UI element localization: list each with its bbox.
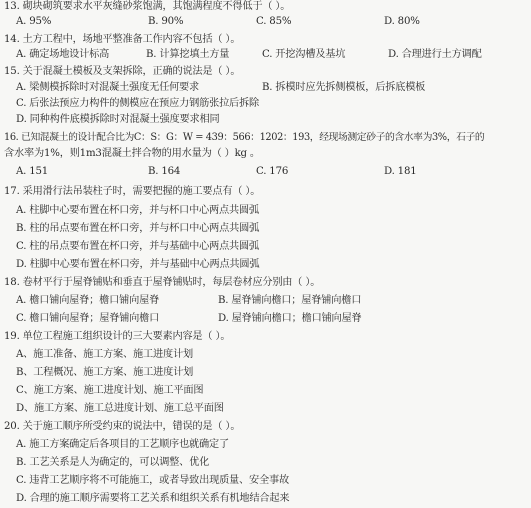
option-d: D. 同种构件底模拆除时对混凝土强度要求相同 bbox=[16, 114, 220, 125]
option-b: B、工程概况、施工方案、施工进度计划 bbox=[16, 367, 194, 378]
option-d: D. 柱脚中心要布置在杯口旁，并与基础中心两点共圆弧 bbox=[16, 259, 260, 270]
option-a: A. 梁侧模拆除时对混凝土强度无任何要求 bbox=[16, 82, 200, 93]
option-a: A. 151 bbox=[16, 166, 49, 177]
question-stem: 19. 单位工程施工组织设计的三大要素内容是（ ）。 bbox=[4, 331, 231, 342]
question-stem: 18. 卷材平行于屋脊铺贴和垂直于屋脊铺贴时，每层卷材应分别由（ ）。 bbox=[4, 277, 321, 288]
option-d: D. 80% bbox=[384, 16, 420, 27]
option-c: C、施工方案、施工进度计划、施工平面图 bbox=[16, 385, 204, 396]
option-d: D、施工方案、施工总进度计划、施工总平面图 bbox=[16, 403, 224, 414]
question-stem: 14. 土方工程中，场地平整准备工作内容不包括（ ）。 bbox=[4, 34, 241, 45]
options-row bbox=[0, 165, 531, 179]
option-c: C. 檐口铺向屋脊；屋脊铺向檐口 bbox=[16, 313, 160, 324]
option-d: D. 合理的施工顺序需要将工艺关系和组织关系有机地结合起来 bbox=[16, 493, 290, 504]
option-b: B. 164 bbox=[148, 166, 181, 177]
question-stem-line-1: 16. 已知混凝土的设计配合比为C：S：G：W = 439：566：1202：193，经现场测定砂子的含水率为3%，石子的 bbox=[4, 132, 485, 143]
option-c: C. 违背工艺顺序将不可能施工，或者导致出现质量、安全事故 bbox=[16, 475, 289, 486]
option-d: D. 屋脊铺向檐口；檐口铺向屋脊 bbox=[218, 313, 362, 324]
option-b: B. 拆模时应先拆侧模板，后拆底模板 bbox=[262, 82, 426, 93]
option-d: D. 合理进行土方调配 bbox=[388, 49, 482, 60]
option-c: C. 柱的吊点要布置在杯口旁，并与基础中心两点共圆弧 bbox=[16, 241, 260, 252]
option-c: C. 后张法预应力构件的侧模应在预应力钢筋张拉后拆除 bbox=[16, 98, 260, 109]
option-a: A、施工准备、施工方案、施工进度计划 bbox=[16, 349, 193, 360]
option-a: A. 柱脚中心要布置在杯口旁，并与杯口中心两点共圆弧 bbox=[16, 205, 259, 216]
question-stem: 17. 采用滑行法吊装柱子时，需要把握的施工要点有（ ）。 bbox=[4, 186, 261, 197]
option-a: A. 95% bbox=[16, 16, 52, 27]
options-row bbox=[0, 48, 531, 62]
question-stem: 15. 关于混凝土模板及支架拆除，正确的说法是（ ）。 bbox=[4, 66, 241, 77]
question-stem: 13. 砌块砌筑要求水平灰缝砂浆饱满，其饱满程度不得低于（ ）。 bbox=[4, 1, 291, 12]
option-b: B. 屋脊铺向檐口；屋脊铺向檐口 bbox=[218, 295, 362, 306]
option-c: C. 85% bbox=[256, 16, 292, 27]
option-c: C. 176 bbox=[256, 166, 289, 177]
option-a: A. 确定场地设计标高 bbox=[16, 49, 110, 60]
option-b: B. 工艺关系是人为确定的，可以调整、优化 bbox=[16, 457, 210, 468]
question-stem-line-2: 含水率为1%，则1m3混凝土拌合物的用水量为（ ）kg 。 bbox=[4, 148, 260, 159]
option-d: D. 181 bbox=[384, 166, 417, 177]
option-b: B. 90% bbox=[148, 16, 184, 27]
question-stem: 20. 关于施工顺序所受约束的说法中，错误的是（ ）。 bbox=[4, 421, 241, 432]
option-a: A. 施工方案确定后各项目的工艺顺序也就确定了 bbox=[16, 439, 229, 450]
option-b: B. 柱的吊点要布置在杯口旁，并与杯口中心两点共圆弧 bbox=[16, 223, 260, 234]
options-row bbox=[0, 15, 531, 29]
option-b: B. 计算挖填土方量 bbox=[146, 49, 230, 60]
option-c: C. 开挖沟槽及基坑 bbox=[262, 49, 346, 60]
option-a: A. 檐口铺向屋脊；檐口铺向屋脊 bbox=[16, 295, 160, 306]
